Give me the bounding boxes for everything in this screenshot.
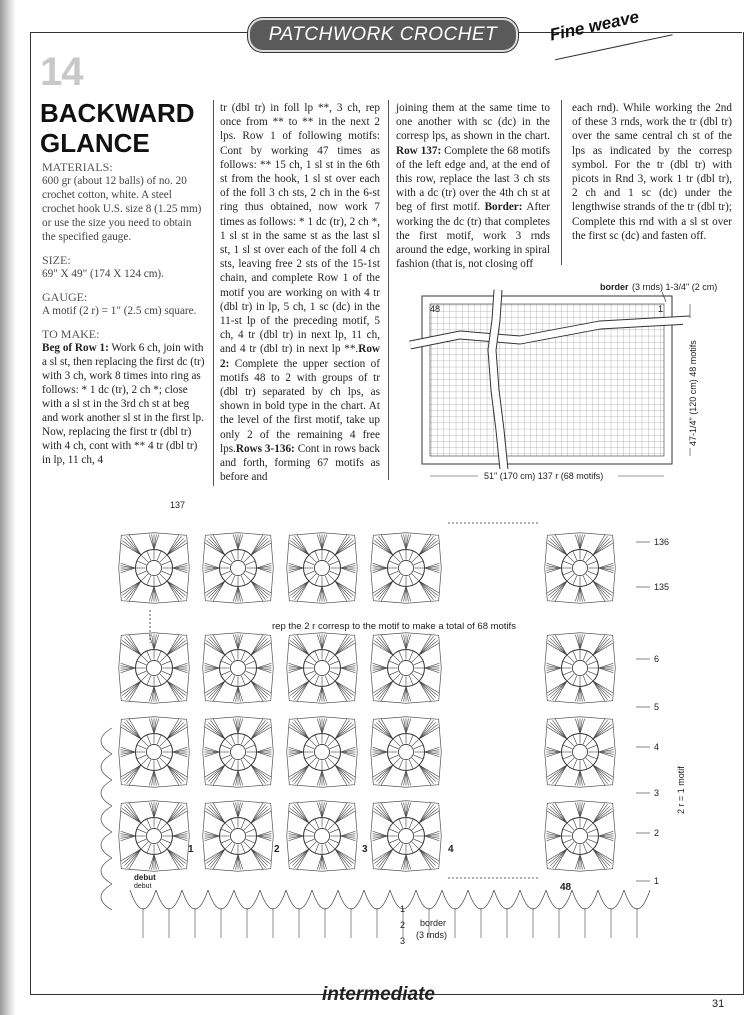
border-loop [520, 890, 546, 909]
border-loop [598, 890, 624, 909]
motif-number: 48 [560, 882, 572, 893]
crochet-motif [287, 533, 358, 604]
border-loop [338, 890, 364, 909]
crochet-motif [287, 801, 358, 872]
col3-text-a: joining them at the same time to one another with sc (dc) in the corresp lps, as shown in the chart. [396, 102, 550, 143]
motif-number: 2 [274, 844, 280, 855]
materials-heading: MATERIALS: [42, 160, 113, 174]
schematic-corner-1: 1 [658, 304, 664, 314]
border-row-label: 1 [400, 904, 406, 914]
column-separator [388, 100, 389, 480]
column-2 [220, 101, 380, 484]
border-note: border [420, 918, 447, 928]
border-loop [624, 890, 650, 909]
motif-scale-label: 2 r = 1 motif [676, 766, 686, 814]
border-loop [208, 890, 234, 909]
col4-text: each rnd). While working the 2nd of these 3 rnds, work the tr (dbl tr) over the same central ch st of the lps as indicated by the corresp symbol. For the tr (dbl tr) with picots in Rnd 3, work 1 tr (dbl tr), 2 ch and 1 sc (dc) under the lengthwise strands of the tr (dbl tr); Complete this rnd with a sl st over the first sc (dc) and fasten off. [572, 102, 732, 242]
border-loop [101, 858, 112, 884]
row1-label: Beg of Row 1: [42, 342, 109, 354]
page-number: 31 [712, 998, 725, 1010]
crochet-motif [203, 801, 274, 872]
crochet-motif [371, 801, 442, 872]
row1-text: Work 6 ch, join with a sl st, then replacing the first dc (tr) with 3 ch, work 8 times into ring as follows: * 1 dc (tr), 2 ch *; close with a sl st in the 3rd ch st at beg and work another sl st in the first lp. Now, replacing the first tr (dbl tr) with 4 ch, cont with ** 4 tr (dbl tr) in lp, 11 ch, 4 [42, 342, 205, 466]
column-4 [572, 101, 732, 243]
col2-text-b: Complete the upper section of motifs 48 to 2 with groups of tr (dbl tr) separated by ch lps, as shown in bold type in the chart. At the level of the first motif, take up only 2 of the remaining 4 free lps. [220, 357, 380, 455]
border-loop [182, 890, 208, 909]
column-1 [42, 160, 206, 467]
size-heading: SIZE: [42, 253, 71, 267]
frame-top-left [30, 32, 248, 33]
crochet-motif [203, 633, 274, 704]
materials-text: 600 gr (about 12 balls) of no. 20 crochet cotton, white. A steel crochet hook U.S. size 8 (1.25 mm) or use the size you need to obtain the specified gauge. [42, 175, 202, 243]
fine-weave-label: Fine weave [548, 7, 641, 45]
row-label: 5 [654, 702, 660, 712]
border-loop [312, 890, 338, 909]
border-loop [101, 728, 112, 754]
border-row-label: 3 [400, 936, 406, 946]
motif-number: 1 [188, 844, 194, 855]
pattern-title [40, 98, 210, 158]
crochet-motif [371, 717, 442, 788]
crochet-motif [371, 633, 442, 704]
border-loop [156, 890, 182, 909]
crochet-motif [545, 533, 616, 604]
schematic-width-label: 51" (170 cm) 137 r (68 motifs) [484, 471, 604, 481]
crochet-chart [60, 498, 720, 968]
schematic-corner-48: 48 [430, 304, 441, 314]
border-loop [130, 890, 156, 909]
schematic-border-detail: (3 rnds) 1-3/4" (2 cm) [632, 282, 718, 292]
border-row-label: 2 [400, 920, 406, 930]
crochet-motif [545, 717, 616, 788]
border-loop [101, 806, 112, 832]
border-loop [260, 890, 286, 909]
to-make-heading: TO MAKE: [42, 327, 100, 341]
row-label: 4 [654, 742, 660, 752]
border-loop [494, 890, 520, 909]
crochet-motif [119, 533, 190, 604]
row137-label: Row 137: [396, 144, 442, 157]
border-note: (3 rnds) [416, 930, 448, 940]
row-label: 3 [654, 788, 660, 798]
col2-text-a: tr (dbl tr) in foll lp **, 3 ch, rep once from ** to ** in the next 2 lps. Row 1 of following motifs: Cont by working 47 times as follows: ** 15 ch, 1 sl st in the 6th st from the hook, 1 sl st over each of the foll 3 ch sts, 2 ch in the 6-st ring thus obtained, now work 7 times as follows: * 1 dc (tr), 2 ch *, 1 sl st in the same st as the last sl st, 1 sl st over each of the foll 4 ch sts, leaving free 2 sts of the 15-1st chain, and complete Row 1 of the motif you are working on with 4 tr (dbl tr) in lp, 5 ch, 1 sc (dc) in the 11-st lp of the preceding motif, 5 ch, 4 tr (dbl tr) in next lp, 11 ch, and 4 tr (dbl tr) in next lp **. [220, 102, 380, 356]
column-separator [561, 100, 562, 265]
border-loop [101, 780, 112, 806]
row-label: 135 [654, 582, 670, 592]
crochet-motif [287, 717, 358, 788]
crochet-motif [203, 717, 274, 788]
column-separator [213, 100, 214, 486]
border-loop [101, 832, 112, 858]
crochet-motif [287, 633, 358, 704]
pattern-number: 14 [40, 50, 83, 94]
crochet-motif [545, 801, 616, 872]
chart-repeat-note: rep the 2 r corresp to the motif to make a total of 68 motifs [272, 621, 516, 632]
section-header [248, 18, 518, 52]
border-loop [101, 754, 112, 780]
crochet-motif [545, 633, 616, 704]
schematic-height-label: 47-1/4" (120 cm) 48 motifs [688, 340, 698, 446]
border-label: Border: [484, 201, 523, 214]
schematic-border-label: border [600, 282, 629, 292]
difficulty-badge: intermediate [322, 984, 435, 1005]
column-3 [396, 101, 550, 271]
crochet-motif [119, 717, 190, 788]
title-line-2: GLANCE [40, 128, 150, 158]
border-loop [416, 890, 442, 909]
row-label: 6 [654, 654, 660, 664]
crochet-motif [119, 633, 190, 704]
row2-label: Row 2: [220, 343, 380, 370]
crochet-motif [119, 801, 190, 872]
rows-label: Rows 3-136: [235, 442, 295, 455]
to-make-text [42, 341, 206, 467]
border-loop [468, 890, 494, 909]
border-loop [572, 890, 598, 909]
border-loop [234, 890, 260, 909]
chart-start-label: debut [134, 873, 156, 882]
border-loop [286, 890, 312, 909]
row-label: 2 [654, 828, 660, 838]
blanket-schematic [400, 280, 730, 485]
title-line-1: BACKWARD [40, 98, 195, 128]
border-loop [364, 890, 390, 909]
col2-text-c: Cont in rows back and forth, forming 67 motifs as before and [220, 442, 380, 484]
border-loop [101, 884, 112, 910]
col3-text-c: After working the dc (tr) that completes the first motif, work 3 rnds around the edge, working in spiral fashion (that is, not closing off [396, 201, 550, 271]
motif-number: 4 [448, 844, 454, 855]
motif-number: 3 [362, 844, 368, 855]
row-label: 1 [654, 876, 660, 886]
size-text: 69" X 49" (174 X 124 cm). [42, 268, 164, 280]
gauge-text: A motif (2 r) = 1" (2.5 cm) square. [42, 305, 197, 317]
chart-row-137: 137 [170, 500, 186, 510]
col3-text-b: Complete the 68 motifs of the left edge and, at the end of this row, replace the last 3 ch sts with a dc (tr) over the 4th ch st at beg of first motif. [396, 144, 550, 214]
crochet-motif [203, 533, 274, 604]
page-spine-shadow [0, 0, 16, 1015]
section-title: PATCHWORK CROCHET [268, 24, 498, 45]
row-label: 136 [654, 537, 670, 547]
chart-start-label: debut [134, 883, 152, 890]
border-loop [442, 890, 468, 909]
crochet-motif [371, 533, 442, 604]
gauge-heading: GAUGE: [42, 290, 88, 304]
